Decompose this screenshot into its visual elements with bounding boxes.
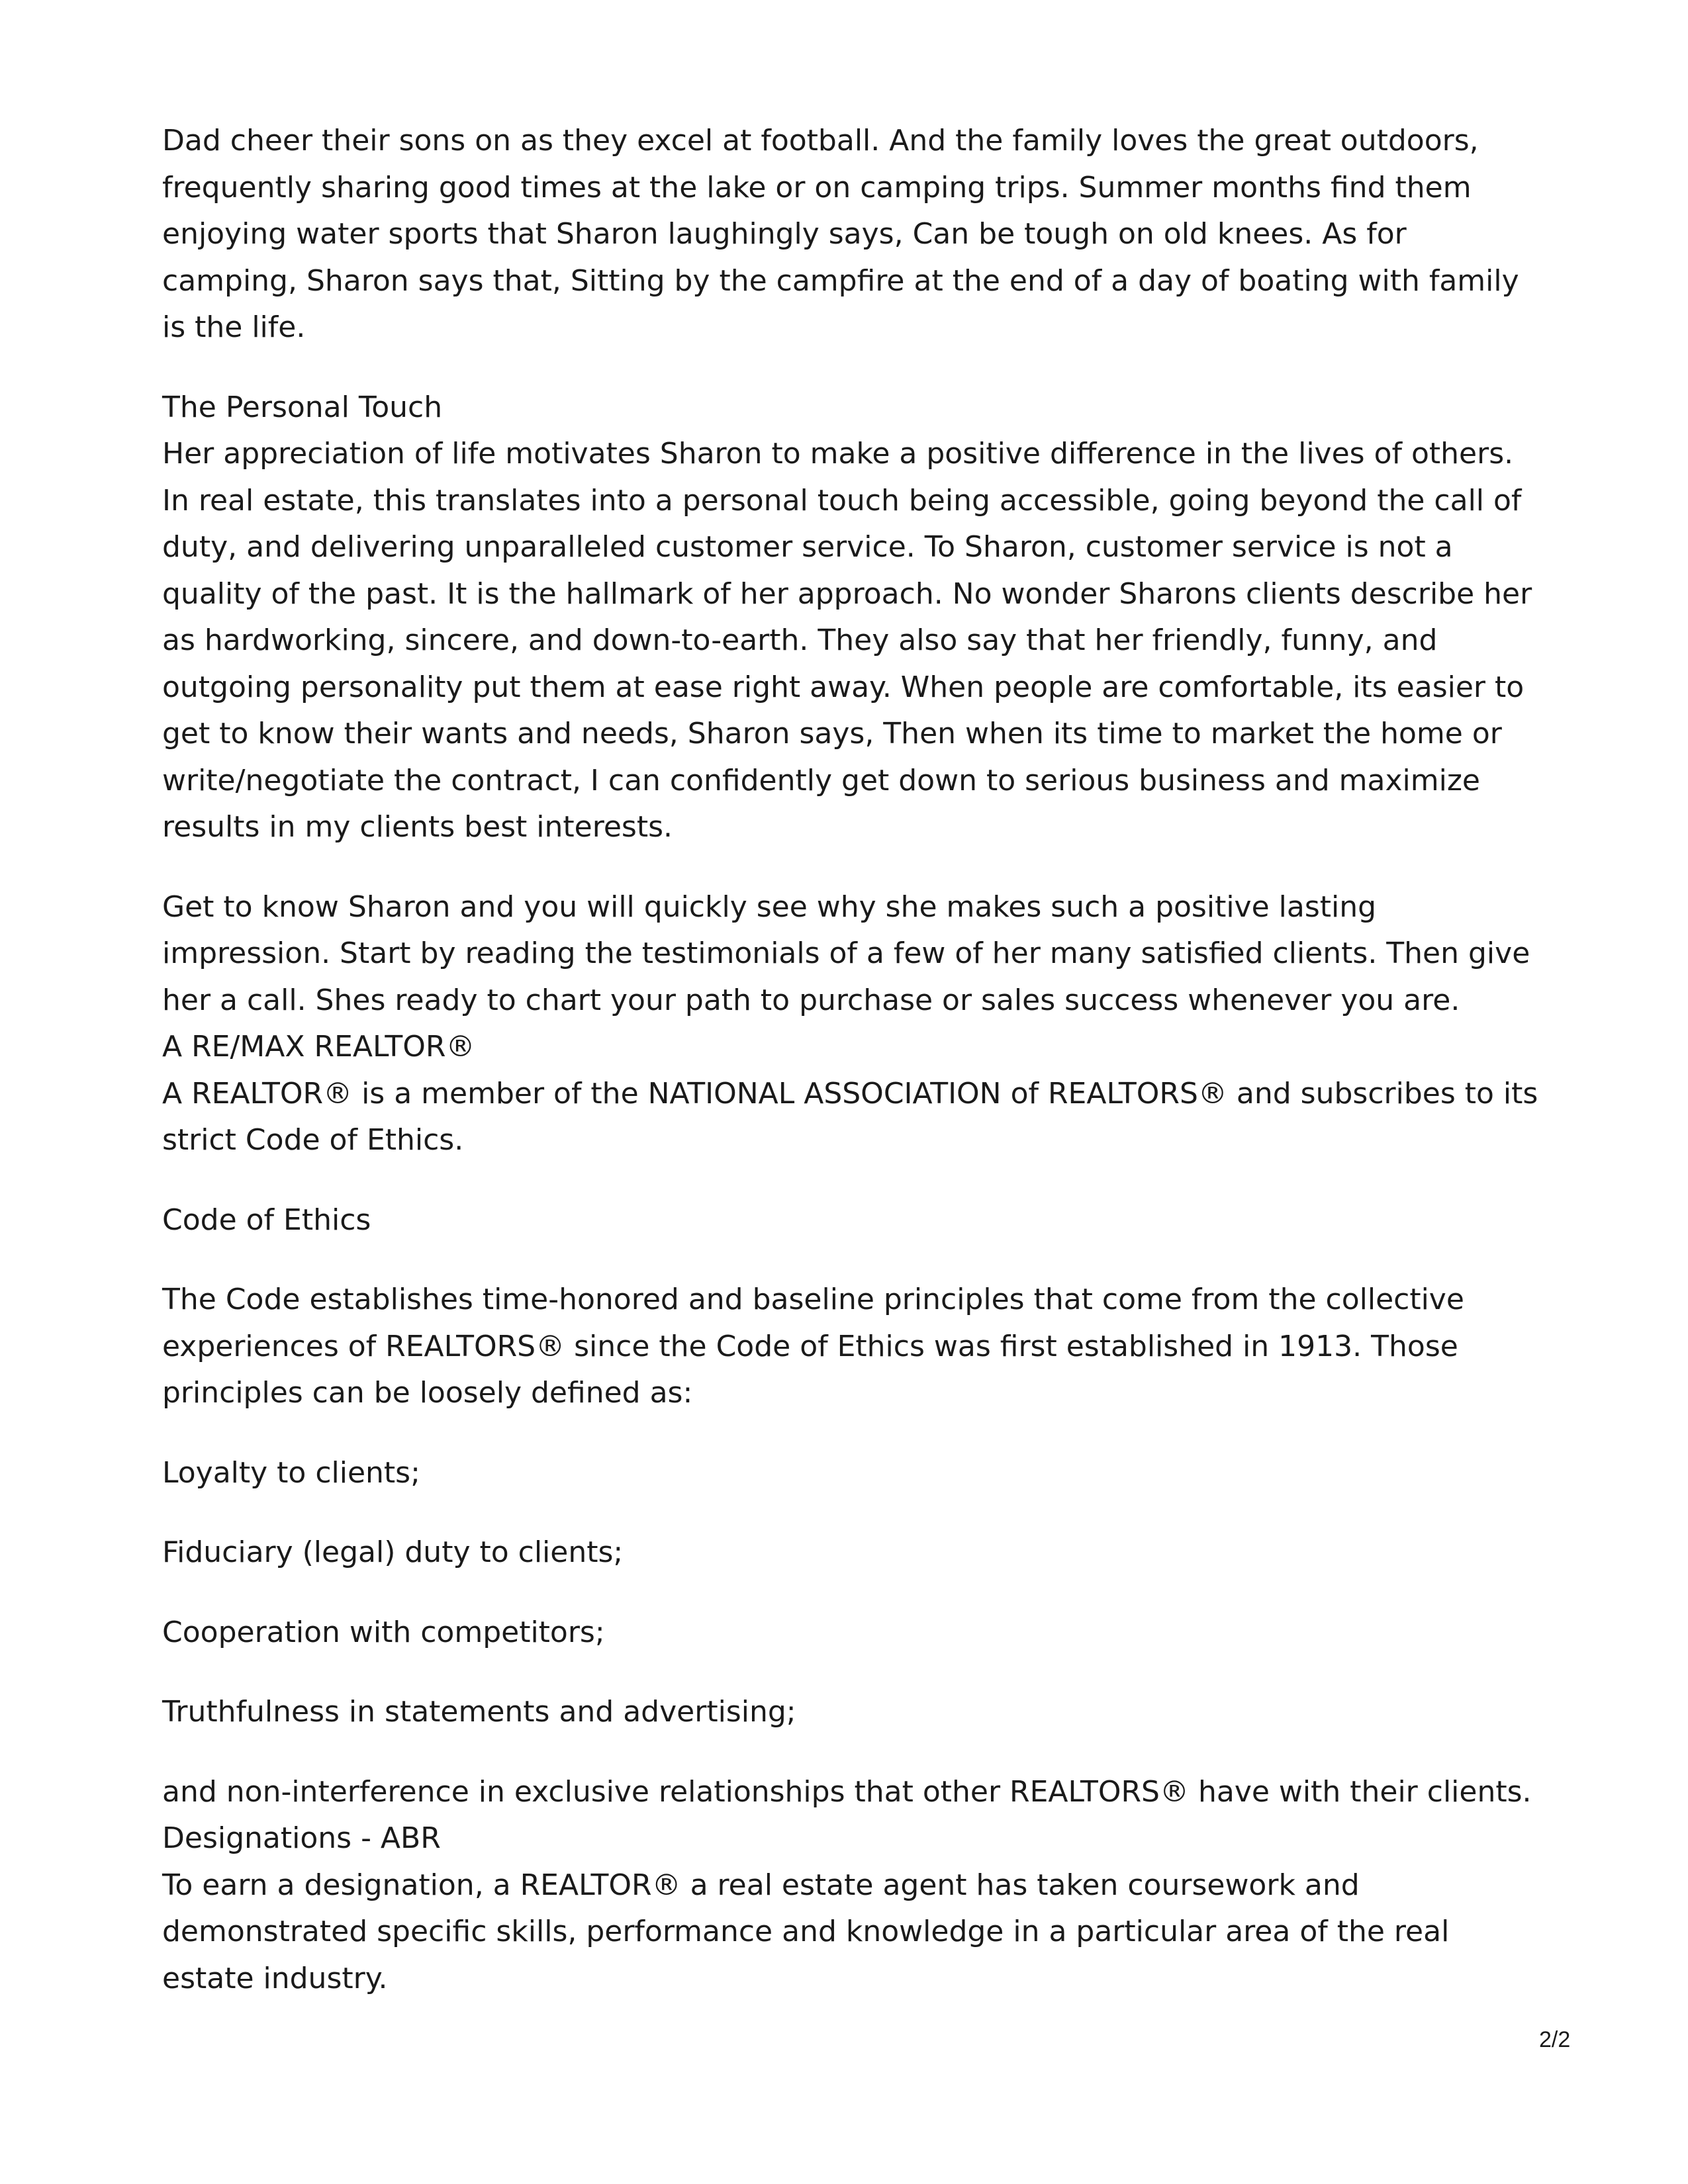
principle-loyalty: Loyalty to clients; bbox=[162, 1455, 420, 1490]
heading-code-of-ethics: Code of Ethics bbox=[162, 1203, 371, 1237]
document-body bbox=[162, 118, 1539, 2002]
paragraph-code-principles: The Code establishes time-honored and baseline principles that come from the collective experiences of REALTORS® since the Code of Ethics was first established in 1913. Those principles can be loosely defined as: bbox=[162, 1283, 1464, 1410]
paragraph-family-outdoors: Dad cheer their sons on as they excel at football. And the family loves the great outdoors, frequently sharing good times at the lake or on camping trips. Summer months find them enjoying water sports that Sharon laughingly says, Can be tough on old knees. As for camping, Sharon says that, Sitting by the campfire at the end of a day of boating with family is the life. bbox=[162, 124, 1519, 344]
page-number: 2/2 bbox=[1539, 2027, 1571, 2052]
principle-fiduciary: Fiduciary (legal) duty to clients; bbox=[162, 1535, 624, 1569]
paragraph-personal-touch: The Personal Touch Her appreciation of life motivates Sharon to make a positive difference in the lives of others. In real estate, this translates into a personal touch being accessible, going beyond the call of duty, and delivering unparalleled customer service. To Sharon, customer service is not a quality of the past. It is the hallmark of her approach. No wonder Sharons clients describe her as hardworking, sincere, and down-to-earth. They also say that her friendly, funny, and outgoing personality put them at ease right away. When people are comfortable, its easier to get to know their wants and needs, Sharon says, Then when its time to market the home or write/negotiate the contract, I can confidently get down to serious business and maximize results in my clients best interests. bbox=[162, 390, 1532, 844]
paragraph-get-to-know: Get to know Sharon and you will quickly see why she makes such a positive lasting impression. Start by reading the testimonials of a few of her many satisfied clients. Then give her a call. Shes ready to chart your path to purchase or sales success whenever you are. A RE/MAX REALTOR® A REALTOR® is a member of the NATIONAL ASSOCIATION of REALTORS® and subscribes to its strict Code of Ethics. bbox=[162, 889, 1538, 1157]
principle-cooperation: Cooperation with competitors; bbox=[162, 1615, 605, 1649]
paragraph-designations: and non-interference in exclusive relationships that other REALTORS® have with their clients. Designations - ABR To earn a designation, a REALTOR® a real estate agent has taken coursework and demonstrated specific skills, performance and knowledge in a particular area of the real estate industry. bbox=[162, 1774, 1532, 1995]
principle-truthfulness: Truthfulness in statements and advertising; bbox=[162, 1695, 796, 1729]
